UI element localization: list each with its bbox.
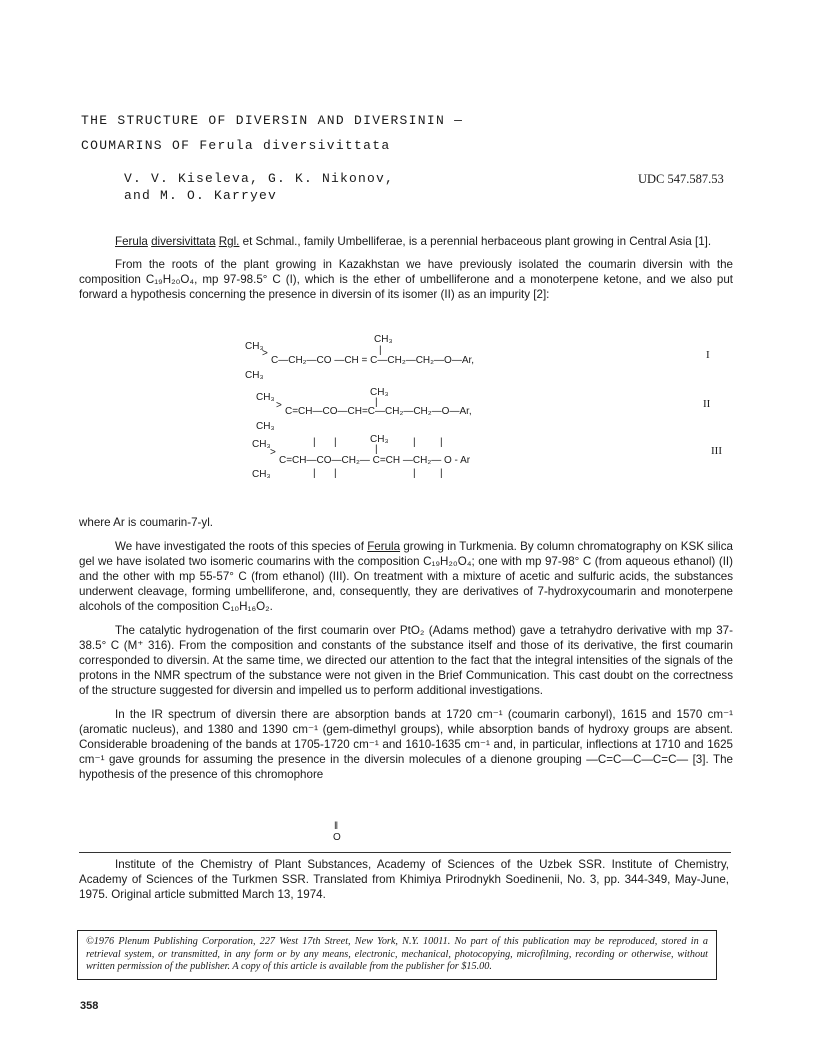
structure-II-bond: | [375,397,378,408]
structure-I-label: I [706,349,710,361]
copyright-text: ©1976 Plenum Publishing Corporation, 227 West 17th Street, New York, N.Y. 10011. No part of this publication may be reproduced, stored in a retrieval system, or transmitted, in any form or by any means, electronic, mechanical, photocopying, microfilming, recording or otherwise, without written permission of the publisher. A copy of this article is available from the publisher for $15.00. [86,936,708,972]
structure-III-bond-4: | [413,437,416,448]
main-text [79,515,733,782]
structure-III-bond-5: | [440,437,443,448]
paragraph-2-part-a: From the roots of the plant growing in Kazakhstan we have previously isolated the coumarin diversin with the composition [79,258,733,286]
paragraph-1 [79,234,733,249]
structure-III-chain: C=CH—CO—CH₂— C=CH —CH₂— O - Ar [279,455,471,466]
footnote-rule [79,852,731,853]
paragraph-3-part-a: We have investigated the roots of this species of [115,540,368,553]
paragraph-3 [79,539,733,614]
structure-I-methyl-top: CH₃ [245,341,264,352]
structure-III-bond-8: | [413,468,416,479]
footnote-institution: Institute of the Chemistry of Plant Substances, Academy of Sciences of the Uzbek SSR. Institute of Chemistry, Academy of Sciences of the Turkmen SSR. Translated from Khimiya Prirodnykh Soedinenii, No. 3, pp. 344-349, May-June, 1975. Original article submitted March 13, 1974. [79,858,729,901]
genus-name-2: Ferula [367,540,401,553]
udc-code: UDC 547.587.53 [638,172,724,186]
structure-II-label: II [703,398,711,410]
structure-III-bond-7: | [334,468,337,479]
structure-I-methyl-bottom: CH₃ [245,370,264,381]
diversin-formula: C₁₉H₂₀O₄ [145,273,195,286]
paragraph-2-part-b: , mp 97-98.5° C (I), which is the ether of umbelliferone and a monoterpene ketone, and we also put forward a hypothesis concerning the presence in diversin of its isomer (II) as an impurity [2]: [79,273,733,301]
where-clause: where Ar is coumarin-7-yl. [79,516,214,529]
structure-III-label: III [711,445,722,457]
structure-III-methyl-top: CH₃ [252,439,271,450]
structure-III-bond-6: | [313,468,316,479]
structure-I-top-methyl: CH₃ [374,334,393,345]
article-title-line-1: THE STRUCTURE OF DIVERSIN AND DIVERSININ — [81,113,464,128]
page-number: 358 [80,1000,99,1012]
species-author: Rgl. [218,235,240,248]
dienone-carbonyl-oxygen: O [333,832,341,843]
structure-II-branch: > [276,400,282,411]
structure-I-bond: | [379,345,382,356]
species-name: diversivittata [151,235,216,248]
authors-line-1: V. V. Kiseleva, G. K. Nikonov, [124,171,395,186]
structure-II-methyl-bottom: CH₃ [256,421,275,432]
paragraph-2 [79,257,733,302]
paragraph-5: In the IR spectrum of diversin there are absorption bands at 1720 cm⁻¹ (coumarin carbonyl), 1615 and 1570 cm⁻¹ (aromatic nucleus), and 1380 and 1390 cm⁻¹ (gem-dimethyl groups), while absorption bands of hydroxy groups are absent. Considerable broadening of the bands at 1705-1720 cm⁻¹ and 1610-1635 cm⁻¹ and, in particular, inflections at 1710 and 1625 cm⁻¹ gave grounds for assuming the presence in the diversin molecules of a dienone grouping —C=C—C—C=C— [3]. The hypothesis of the presence of this chromophore [79,708,733,781]
article-title-line-2: COUMARINS OF Ferula diversivittata [81,138,391,153]
structure-III-bond-2: | [334,437,337,448]
authors-line-2: and M. O. Karryev [124,188,278,203]
structure-III-bond-1: | [313,437,316,448]
paragraph-4: The catalytic hydrogenation of the first coumarin over PtO₂ (Adams method) gave a tetrahydro derivative with mp 37-38.5° C (M⁺ 316). From the composition and constants of the substance itself and those of its derivative, the first coumarin corresponded to diversin. At the same time, we directed our attention to the fact that the integral intensities of the signals of the protons in the NMR spectrum of the substance were not given in the Brief Communication. This cast doubt on the correctness of the structure suggested for diversin and impelled us to perform additional investigations. [79,624,733,697]
intro-text [79,234,733,302]
paragraph-3-part-b: growing in Turkmenia. By column chromatography on KSK silica gel we have isolated two isomeric coumarins with the composition C₁₉H₂₀O₄; one with mp 97-98° C (from aqueous ethanol) (II) and the other with mp 55-57° C (from ethanol) (III). On treatment with a mixture of acetic and sulfuric acids, the substances underwent cleavage, forming umbelliferone, and, consequently, they are derivatives of 7-hydroxycoumarin and monoterpene alcohols of the composition C₁₀H₁₆O₂. [79,540,733,613]
structure-I-chain: C—CH₂—CO —CH = C—CH₂—CH₂—O—Ar, [271,355,475,366]
structure-II-methyl-top: CH₃ [256,392,275,403]
copyright-box [77,930,717,980]
structure-III-methyl-bottom: CH₃ [252,469,271,480]
genus-name: Ferula [115,235,148,248]
structure-II-chain: C=CH—CO—CH=C—CH₂—CH₂—O—Ar, [285,406,472,417]
paragraph-1-rest: et Schmal., family Umbelliferae, is a perennial herbaceous plant growing in Central Asia [1]. [239,235,712,248]
structure-II-top-methyl: CH₃ [370,387,389,398]
structure-III-branch: > [270,447,276,458]
structure-III-bond-3: | [375,444,378,455]
dienone-carbonyl-bond: ‖ [334,821,339,832]
structure-III-top-methyl: CH₃ [370,434,389,445]
structure-III-bond-9: | [440,468,443,479]
structure-I-branch: > [262,348,268,359]
